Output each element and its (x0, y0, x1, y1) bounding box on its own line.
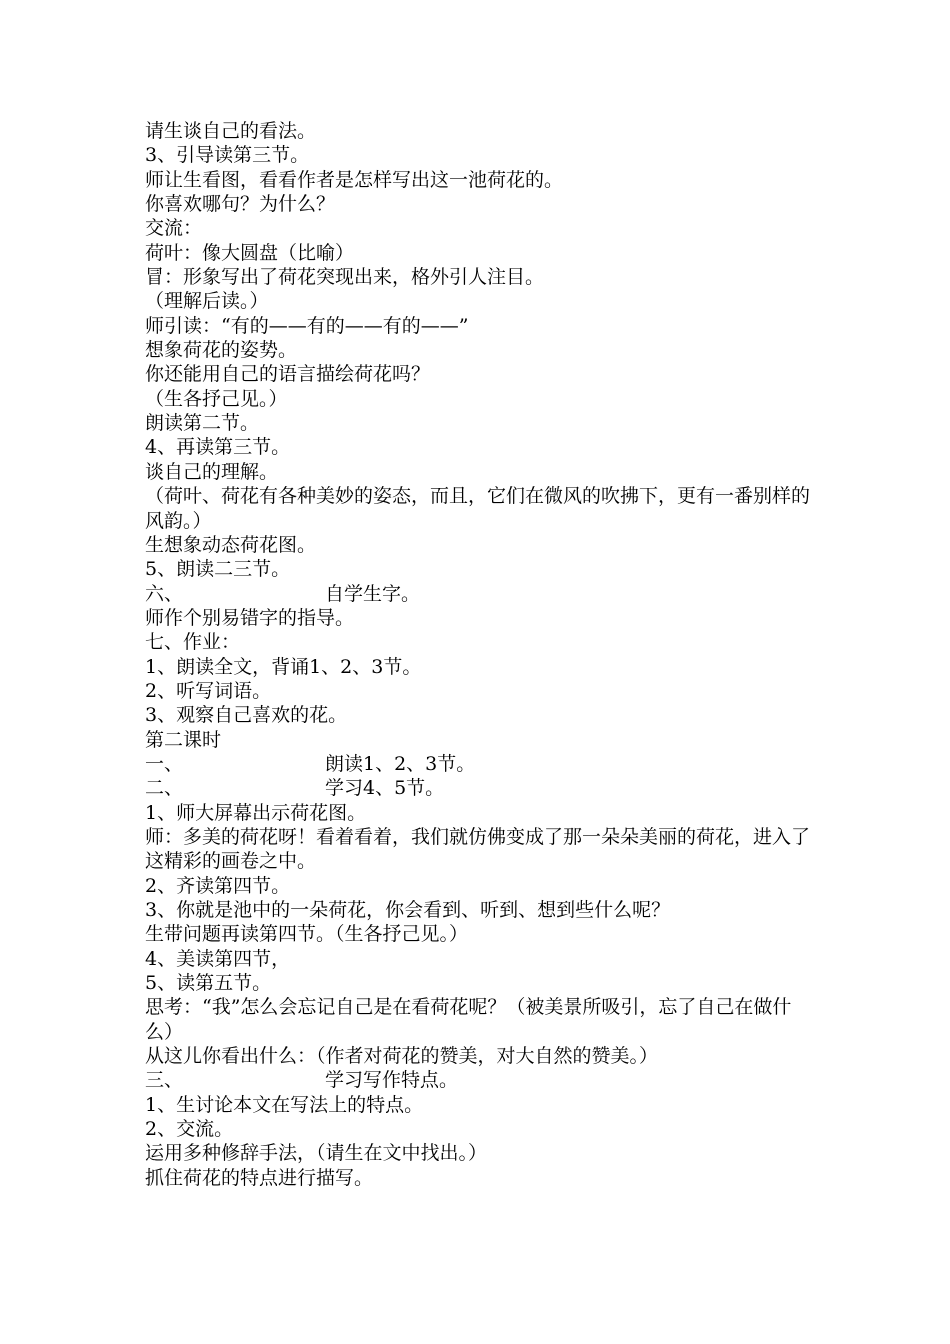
text-line: 你喜欢哪句？为什么？ (145, 193, 336, 216)
text-line: 你还能用自己的语言描绘荷花吗？ (145, 363, 431, 386)
text-line: 1、师大屏幕出示荷花图。 (145, 801, 367, 824)
section-number: 六、 (145, 582, 184, 605)
text-line: （理解后读。） (145, 290, 269, 313)
text-paragraph: （荷叶、荷花有各种美妙的姿态，而且，它们在微风的吹拂下，更有一番别样的风韵。） (145, 485, 811, 532)
text-line: 师引读：“有的——有的——有的——” (145, 314, 469, 337)
text-line: 从这儿你看出什么：（作者对荷花的赞美，对大自然的赞美。） (145, 1045, 659, 1068)
text-line: 荷叶：像大圆盘（比喻） (145, 241, 355, 264)
document-body (145, 119, 817, 1190)
text-line: 2、交流。 (145, 1118, 234, 1141)
section-title: 学习写作特点。 (325, 1069, 459, 1092)
text-line: 谈自己的理解。 (145, 460, 279, 483)
text-line: 七、作业： (145, 631, 241, 654)
text-line: 冒：形象写出了荷花突现出来，格外引人注目。 (145, 266, 545, 289)
section-heading (145, 776, 817, 800)
section-title: 学习4、5节。 (325, 777, 445, 800)
text-line: 5、朗读二三节。 (145, 558, 291, 581)
text-line: 5、读第五节。 (145, 972, 272, 995)
text-line: 2、齐读第四节。 (145, 874, 291, 897)
text-line: 3、观察自己喜欢的花。 (145, 704, 348, 727)
text-paragraph: 思考：“我”怎么会忘记自己是在看荷花呢？（被美景所吸引，忘了自己在做什么） (145, 996, 792, 1043)
text-line: 3、引导读第三节。 (145, 144, 310, 167)
section-number: 二、 (145, 777, 184, 800)
section-heading (145, 582, 817, 606)
text-line: 1、朗读全文，背诵1、2、3节。 (145, 655, 422, 678)
text-line: （生各抒己见。） (145, 387, 288, 410)
section-heading (145, 1068, 817, 1092)
text-line: 生想象动态荷花图。 (145, 533, 317, 556)
lesson-heading: 第二课时 (145, 728, 222, 751)
section-number: 一、 (145, 752, 184, 775)
text-line: 想象荷花的姿势。 (145, 339, 298, 362)
text-line: 2、听写词语。 (145, 679, 272, 702)
section-title: 朗读1、2、3节。 (325, 752, 476, 775)
text-line: 4、再读第三节。 (145, 436, 291, 459)
section-number: 三、 (145, 1069, 184, 1092)
text-line: 朗读第二节。 (145, 412, 260, 435)
text-line: 1、生讨论本文在写法上的特点。 (145, 1093, 424, 1116)
text-line: 请生谈自己的看法。 (145, 120, 317, 142)
text-line: 生带问题再读第四节。（生各抒己见。） (145, 923, 469, 946)
text-line: 交流： (145, 217, 203, 240)
text-line: 4、美读第四节， (145, 947, 291, 970)
text-line: 运用多种修辞手法，（请生在文中找出。） (145, 1142, 488, 1165)
text-line: 师让生看图，看看作者是怎样写出这一池荷花的。 (145, 168, 564, 191)
section-title: 自学生字。 (325, 582, 421, 605)
text-line: 抓住荷花的特点进行描写。 (145, 1166, 374, 1189)
text-line: 3、你就是池中的一朵荷花，你会看到、听到、想到些什么呢？ (145, 899, 671, 921)
section-heading (145, 752, 817, 776)
text-line: 师作个别易错字的指导。 (145, 606, 355, 629)
text-paragraph: 师：多美的荷花呀！看着看着，我们就仿佛变成了那一朵朵美丽的荷花，进入了这精彩的画卷之中。 (145, 825, 811, 873)
